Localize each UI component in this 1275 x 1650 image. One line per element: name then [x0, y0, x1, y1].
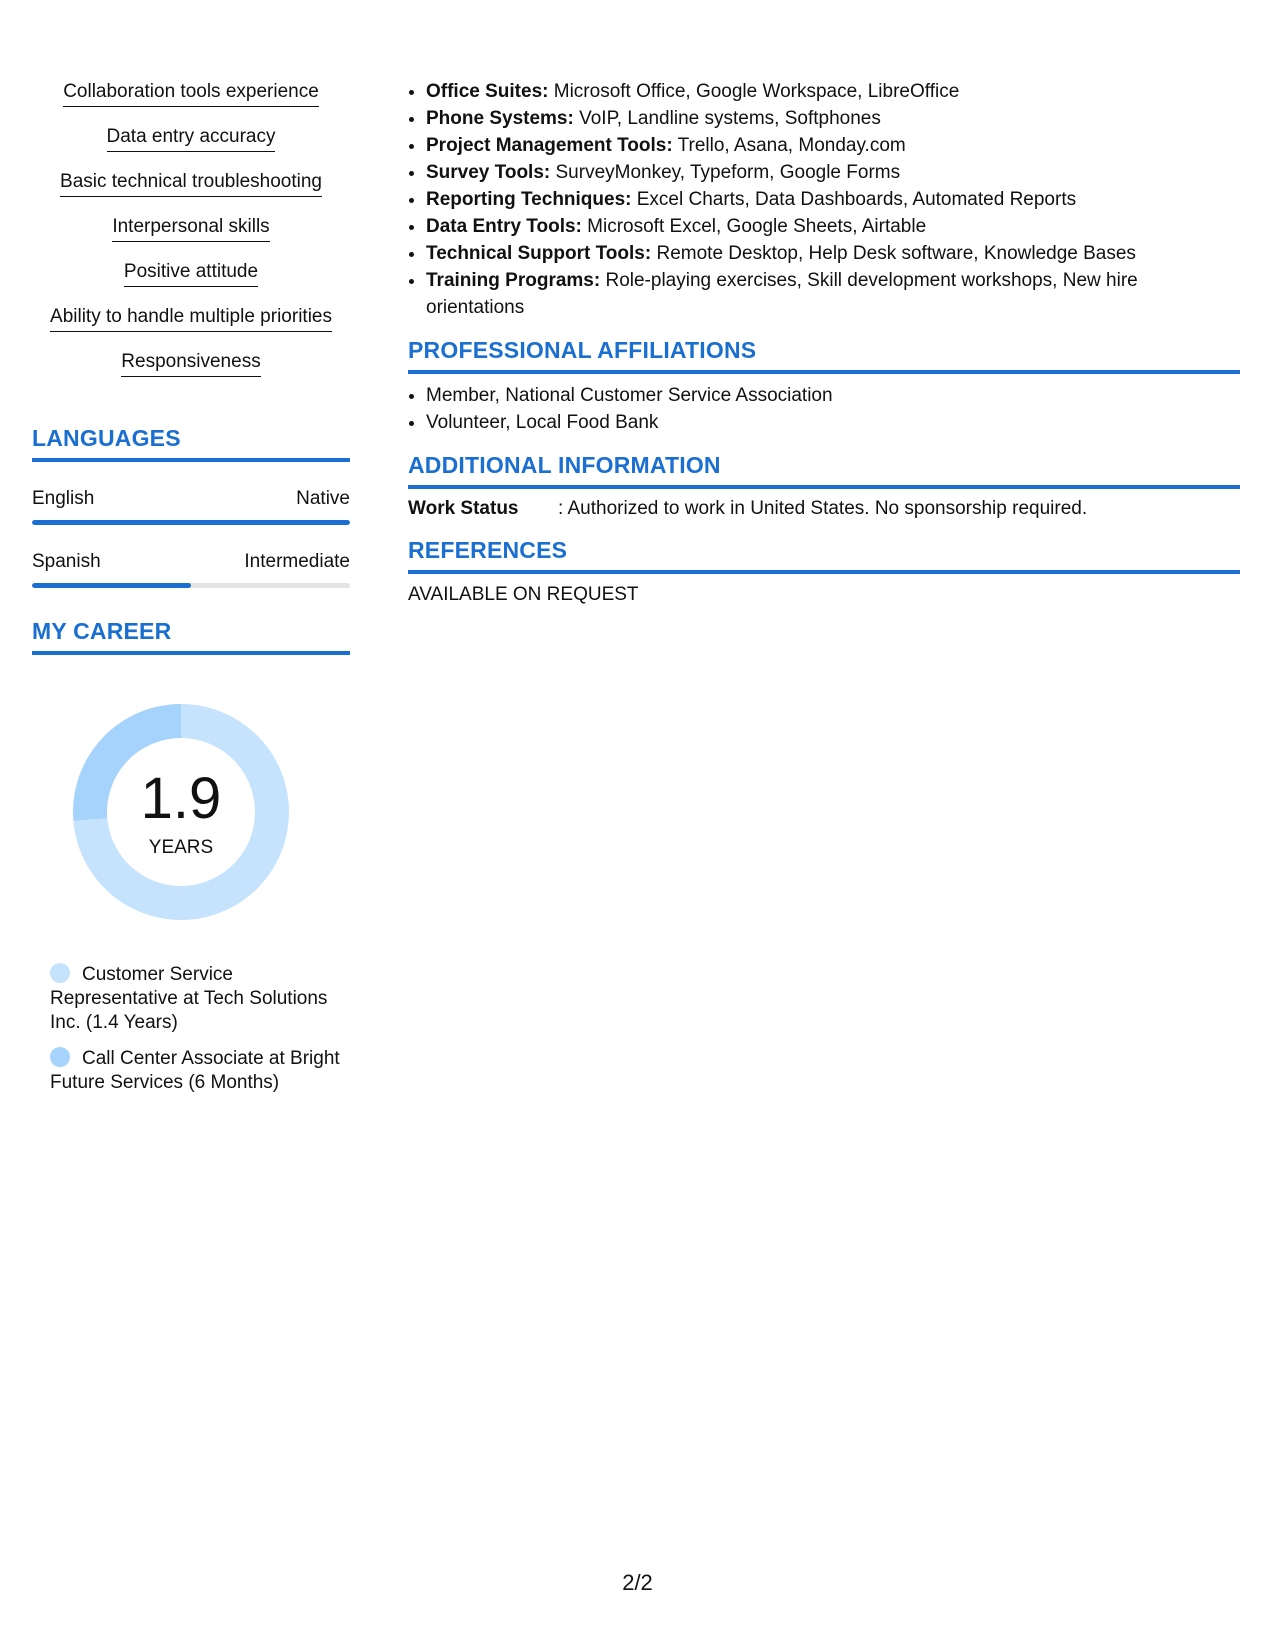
language-bar-fill: [32, 583, 191, 588]
legend-dot-icon: [50, 1047, 70, 1067]
affiliation-item: • Volunteer, Local Food Bank: [426, 409, 1240, 436]
tool-item: [426, 159, 1240, 186]
language-bar: [32, 520, 350, 525]
left-column: [32, 80, 350, 1107]
affiliations-list: [408, 382, 1240, 436]
skill-item: Basic technical troubleshooting: [60, 170, 322, 197]
language-bar-fill: [32, 520, 350, 525]
tool-text: Remote Desktop, Help Desk software, Knowledge Bases: [651, 243, 1136, 264]
language-item: [32, 488, 350, 525]
tool-label: Reporting Techniques:: [426, 189, 632, 210]
skill-item: Data entry accuracy: [107, 125, 276, 152]
tool-label: Phone Systems:: [426, 108, 574, 129]
tool-item: [426, 186, 1240, 213]
legend-label: Customer Service Representative at Tech Solutions Inc. (1.4 Years): [50, 964, 328, 1033]
skill-item: Responsiveness: [121, 350, 260, 377]
tools-list: [408, 78, 1240, 321]
career-legend: [50, 963, 340, 1095]
tool-item: [426, 213, 1240, 240]
skill-item: Positive attitude: [124, 260, 258, 287]
tool-label: Training Programs:: [426, 270, 601, 291]
career-heading: MY CAREER: [32, 618, 350, 655]
page-number: 2/2: [622, 1570, 653, 1595]
additional-info-heading: ADDITIONAL INFORMATION: [408, 452, 1240, 489]
tool-text: Excel Charts, Data Dashboards, Automated Reports: [631, 189, 1077, 210]
affiliations-heading: PROFESSIONAL AFFILIATIONS: [408, 337, 1240, 374]
tool-label: Office Suites:: [426, 81, 549, 102]
legend-item: [50, 963, 340, 1035]
tool-text: Microsoft Excel, Google Sheets, Airtable: [581, 216, 927, 237]
skill-item: Ability to handle multiple priorities: [50, 305, 332, 332]
legend-label: Call Center Associate at Bright Future Services (6 Months): [50, 1048, 340, 1093]
tool-label: Technical Support Tools:: [426, 243, 652, 264]
tool-text: Trello, Asana, Monday.com: [672, 135, 906, 156]
language-name: Spanish: [32, 551, 101, 572]
tool-label: Project Management Tools:: [426, 135, 673, 156]
language-item: [32, 551, 350, 588]
work-status-row: [408, 497, 1240, 521]
career-total-years: 1.9: [140, 766, 222, 831]
tool-item: [426, 132, 1240, 159]
work-status-label: Work Status: [408, 498, 519, 519]
languages-heading: LANGUAGES: [32, 425, 350, 462]
language-bar: [32, 583, 350, 588]
legend-dot-icon: [50, 963, 70, 983]
tool-item: [426, 105, 1240, 132]
tool-label: Survey Tools:: [426, 162, 551, 183]
references-heading: REFERENCES: [408, 537, 1240, 574]
right-column: [408, 78, 1240, 606]
tool-item: [426, 240, 1240, 267]
tool-text: SurveyMonkey, Typeform, Google Forms: [550, 162, 901, 183]
legend-item: [50, 1047, 340, 1095]
tool-item: [426, 267, 1240, 321]
skills-list: [32, 80, 350, 395]
language-level: Intermediate: [244, 551, 350, 572]
tool-text: VoIP, Landline systems, Softphones: [573, 108, 881, 129]
tool-item: [426, 78, 1240, 105]
language-name: English: [32, 488, 95, 509]
tool-text: Microsoft Office, Google Workspace, LibreOffice: [548, 81, 960, 102]
work-status-value: : Authorized to work in United States. No sponsorship required.: [558, 498, 1088, 519]
career-donut-chart: [66, 697, 296, 927]
tool-label: Data Entry Tools:: [426, 216, 582, 237]
references-text: AVAILABLE ON REQUEST: [408, 584, 639, 605]
skill-item: Interpersonal skills: [112, 215, 269, 242]
language-level: Native: [296, 488, 350, 509]
career-total-unit: YEARS: [148, 837, 214, 858]
affiliation-item: • Member, National Customer Service Association: [426, 382, 1240, 409]
skill-item: Collaboration tools experience: [63, 80, 319, 107]
tool-text: Role-playing exercises, Skill development workshops, New hire orientations: [426, 270, 1138, 318]
